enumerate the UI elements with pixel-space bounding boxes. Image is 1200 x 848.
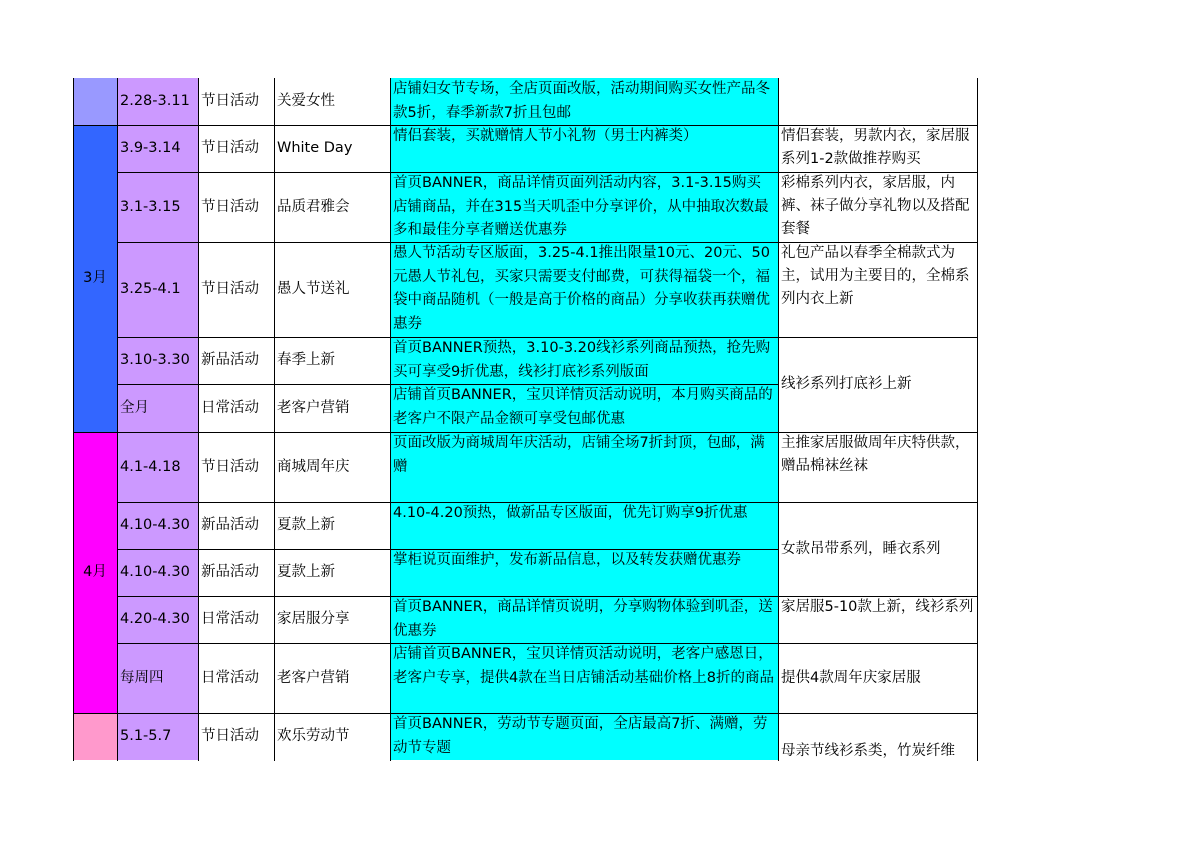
activity-name-cell: 商城周年庆 (277, 458, 350, 475)
activity-description-cell: 页面改版为商城周年庆活动，店铺全场7折封顶，包邮，满赠 (390, 432, 778, 502)
month-cell-blank (73, 78, 117, 125)
grid-line (778, 78, 779, 761)
grid-line (73, 713, 977, 714)
activity-name-cell: 老客户营销 (277, 669, 350, 686)
type-cell: 节日活动 (201, 140, 259, 157)
activity-name-cell: 夏款上新 (277, 564, 335, 581)
activity-name-cell: 品质君雅会 (277, 198, 350, 215)
activity-description-cell: 掌柜说页面维护，发布新品信息，以及转发获赠优惠券 (390, 549, 778, 596)
grid-line (117, 337, 977, 338)
date-cell: 4.10-4.30 (117, 549, 198, 596)
activity-name-cell: 愚人节送礼 (277, 281, 350, 298)
grid-line (198, 78, 199, 761)
type-cell: 日常活动 (201, 669, 259, 686)
grid-line (274, 78, 275, 761)
product-cell: 线衫系列打底衫上新 (781, 376, 912, 393)
product-cell (778, 78, 977, 125)
grid-line (117, 596, 977, 597)
activity-name-cell: 欢乐劳动节 (277, 728, 350, 745)
type-cell: 新品活动 (201, 352, 259, 369)
activity-description-cell: 首页BANNER，商品详情页面列活动内容，3.1-3.15购买店铺商品，并在315当天叽歪中分享评价，从中抽取次数最多和最佳分享者赠送优惠券 (390, 172, 778, 242)
product-cell: 彩棉系列内衣，家居服，内裤、袜子做分享礼物以及搭配套餐 (781, 175, 970, 237)
grid-line (977, 78, 978, 761)
date-cell: 全月 (117, 384, 198, 432)
product-cell: 主推家居服做周年庆特供款，赠品棉袜丝袜 (781, 435, 970, 474)
activity-description-cell: 情侣套装，买就赠情人节小礼物（男士内裤类） (390, 125, 778, 172)
date-cell: 3.1-3.15 (117, 172, 198, 242)
activity-description-cell: 店铺妇女节专场，全店页面改版，活动期间购买女性产品冬款5折，春季新款7折且包邮 (390, 78, 778, 125)
activity-name-cell: 家居服分享 (277, 611, 350, 628)
type-cell: 日常活动 (201, 611, 259, 628)
grid-line (73, 432, 977, 433)
product-cell: 女款吊带系列，睡衣系列 (781, 540, 941, 557)
grid-line (117, 242, 977, 243)
grid-line (73, 78, 74, 761)
product-cell: 家居服5-10款上新，线衫系列 (781, 599, 974, 615)
type-cell: 节日活动 (201, 458, 259, 475)
grid-line (117, 78, 118, 761)
type-cell: 节日活动 (201, 198, 259, 215)
month-cell-april: 4月 (73, 432, 117, 713)
activity-description-cell: 首页BANNER，劳动节专题页面，全店最高7折、满赠，劳动节专题 (390, 713, 778, 760)
type-cell: 节日活动 (201, 728, 259, 745)
date-cell: 3.9-3.14 (117, 125, 198, 172)
grid-line (117, 643, 977, 644)
activity-description-cell: 4.10-4.20预热，做新品专区版面，优先订购享9折优惠 (390, 502, 778, 549)
date-cell: 4.20-4.30 (117, 596, 198, 643)
product-cell: 礼包产品以春季全棉款式为主，试用为主要目的，全棉系列内衣上新 (781, 245, 970, 307)
activity-description-cell: 店铺首页BANNER，宝贝详情页活动说明，本月购买商品的老客户不限产品金额可享受包邮优惠 (390, 384, 778, 432)
grid-line (73, 125, 977, 126)
product-cell: 提供4款周年庆家居服 (781, 669, 921, 686)
activity-name-cell: 老客户营销 (277, 399, 350, 416)
grid-line (117, 502, 977, 503)
date-cell: 3.25-4.1 (117, 242, 198, 337)
activity-description-cell: 愚人节活动专区版面，3.25-4.1推出限量10元、20元、50元愚人节礼包，买家只需要支付邮费，可获得福袋一个，福袋中商品随机（一般是高于价格的商品）分享收获再获赠优惠券 (390, 242, 778, 337)
product-cell: 情侣套装，男款内衣，家居服系列1-2款做推荐购买 (781, 128, 970, 167)
grid-line (117, 172, 977, 173)
type-cell: 新品活动 (201, 564, 259, 581)
activity-description-cell: 首页BANNER，商品详情页说明，分享购物体验到叽歪，送优惠券 (390, 596, 778, 643)
product-cell: 母亲节线衫系类，竹炭纤维 (781, 742, 955, 759)
date-cell: 每周四 (117, 643, 198, 713)
month-cell-march: 3月 (73, 125, 117, 432)
activity-description-cell: 店铺首页BANNER，宝贝详情页活动说明，老客户感恩日，老客户专享，提供4款在当日店铺活动基础价格上8折的商品 (390, 643, 778, 713)
activity-name-cell: 关爱女性 (277, 93, 335, 110)
type-cell: 日常活动 (201, 399, 259, 416)
activity-description-cell: 首页BANNER预热，3.10-3.20线衫系列商品预热，抢先购买可享受9折优惠，线衫打底衫系列版面 (390, 337, 778, 384)
date-cell: 2.28-3.11 (117, 78, 198, 125)
type-cell: 节日活动 (201, 93, 259, 110)
grid-line (390, 78, 391, 761)
grid-line (117, 549, 778, 550)
date-cell: 5.1-5.7 (117, 713, 198, 760)
activity-name-cell: White Day (277, 140, 353, 157)
date-cell: 4.1-4.18 (117, 432, 198, 502)
type-cell: 新品活动 (201, 517, 259, 534)
activity-name-cell: 春季上新 (277, 352, 335, 369)
date-cell: 3.10-3.30 (117, 337, 198, 384)
month-cell-may (73, 713, 117, 760)
type-cell: 节日活动 (201, 281, 259, 298)
activity-name-cell: 夏款上新 (277, 517, 335, 534)
grid-line (117, 384, 778, 385)
date-cell: 4.10-4.30 (117, 502, 198, 549)
